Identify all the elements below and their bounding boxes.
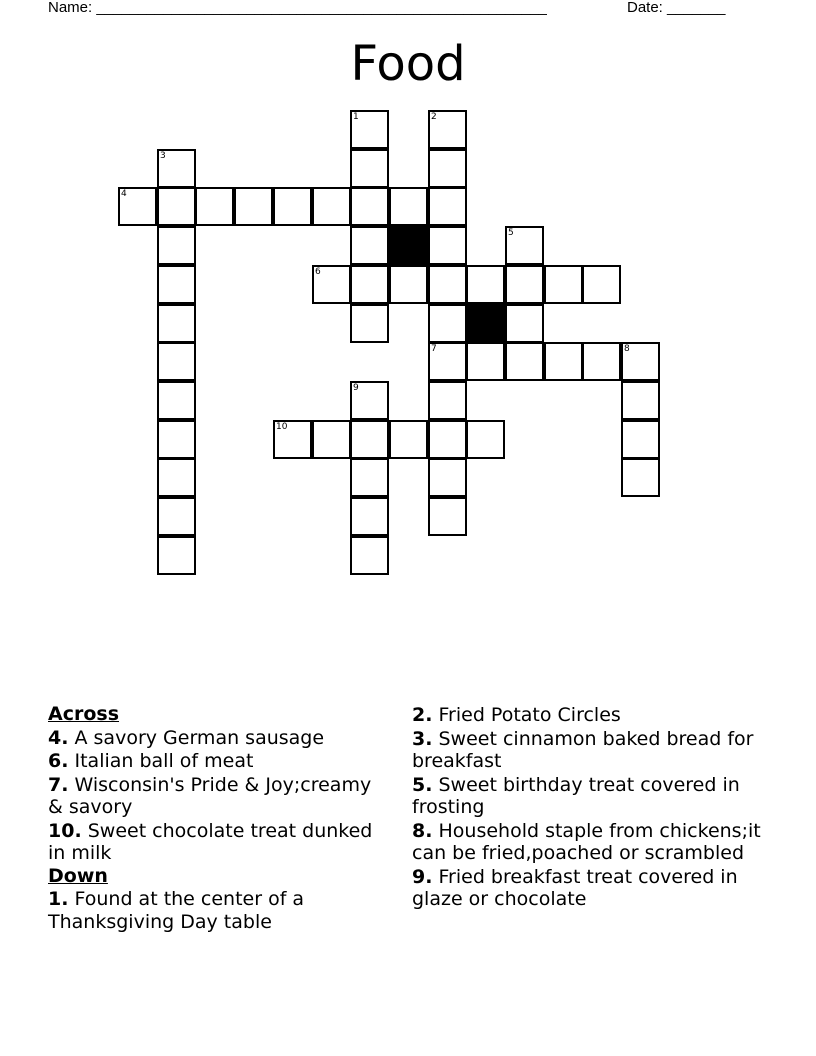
grid-cell[interactable] <box>350 149 389 188</box>
clue-number: 7 <box>431 344 437 354</box>
clue-number: 6 <box>315 267 321 277</box>
down-clue-list <box>48 888 378 933</box>
grid-cell[interactable] <box>350 458 389 497</box>
grid-cell[interactable] <box>428 497 467 536</box>
grid-cell[interactable] <box>157 149 196 188</box>
grid-cell[interactable] <box>621 381 660 420</box>
clue-number: 8 <box>624 344 630 354</box>
puzzle-title: Food <box>350 36 466 92</box>
grid-cell[interactable] <box>157 536 196 575</box>
clue-item-text: Fried Potato Circles <box>438 704 621 726</box>
clue-item-text: A savory German sausage <box>74 726 325 749</box>
clue-item-text: Wisconsin's Pride & Joy;creamy & savory <box>48 773 372 818</box>
clue-item <box>412 704 772 727</box>
grid-cell-black <box>466 304 505 343</box>
clue-item-number: 2. <box>412 704 433 726</box>
grid-cell[interactable] <box>312 420 351 459</box>
grid-cell[interactable] <box>157 342 196 381</box>
grid-cell[interactable] <box>157 420 196 459</box>
grid-cell[interactable] <box>157 458 196 497</box>
grid-cell[interactable] <box>428 304 467 343</box>
clue-item-text: Household staple from chickens;it can be fried,poached or scrambled <box>412 819 761 864</box>
grid-cell[interactable] <box>157 226 196 265</box>
clue-item-number: 1. <box>48 888 69 910</box>
grid-cell[interactable] <box>312 265 351 304</box>
grid-cell[interactable] <box>350 110 389 149</box>
grid-cell[interactable] <box>157 265 196 304</box>
clue-item <box>412 728 772 773</box>
grid-cell[interactable] <box>273 420 312 459</box>
grid-cell[interactable] <box>428 342 467 381</box>
grid-cell[interactable] <box>350 497 389 536</box>
grid-cell[interactable] <box>350 226 389 265</box>
clue-item <box>412 820 772 865</box>
grid-cell[interactable] <box>466 420 505 459</box>
clue-item-number: 6. <box>48 750 69 772</box>
grid-cell[interactable] <box>350 536 389 575</box>
grid-cell[interactable] <box>621 342 660 381</box>
clue-item-text: Sweet chocolate treat dunked in milk <box>48 819 373 864</box>
grid-cell[interactable] <box>350 420 389 459</box>
down-clue-list-continued <box>412 704 772 911</box>
grid-cell[interactable] <box>157 304 196 343</box>
grid-cell[interactable] <box>505 265 544 304</box>
clue-item-number: 3. <box>412 727 433 750</box>
clue-item <box>412 866 772 911</box>
clue-item-number: 4. <box>48 726 69 749</box>
grid-cell[interactable] <box>118 187 157 226</box>
grid-cell[interactable] <box>505 226 544 265</box>
clues-left-column <box>48 703 378 933</box>
grid-cell[interactable] <box>428 187 467 226</box>
name-field-label: Name: ______________________________________________________ <box>48 0 547 16</box>
grid-cell[interactable] <box>428 226 467 265</box>
clues-right-column <box>412 703 772 911</box>
clue-item <box>48 750 378 773</box>
clue-item-text: Italian ball of meat <box>74 750 254 772</box>
clue-item-text: Sweet birthday treat covered in frosting <box>412 773 740 818</box>
grid-cell[interactable] <box>428 110 467 149</box>
grid-cell[interactable] <box>195 187 234 226</box>
grid-cell[interactable] <box>466 342 505 381</box>
grid-cell[interactable] <box>389 265 428 304</box>
grid-cell[interactable] <box>621 420 660 459</box>
grid-cell[interactable] <box>389 420 428 459</box>
clue-item-number: 8. <box>412 819 433 842</box>
clue-item-number: 5. <box>412 773 433 796</box>
clue-item <box>48 727 378 750</box>
clue-item-number: 10. <box>48 819 82 842</box>
clue-number: 2 <box>431 112 437 122</box>
grid-cell[interactable] <box>505 342 544 381</box>
grid-cell[interactable] <box>389 187 428 226</box>
grid-cell[interactable] <box>350 187 389 226</box>
grid-cell[interactable] <box>428 458 467 497</box>
date-field-label: Date: _______ <box>627 0 726 16</box>
grid-cell[interactable] <box>157 497 196 536</box>
grid-cell[interactable] <box>505 304 544 343</box>
clue-number: 5 <box>508 228 514 238</box>
grid-cell[interactable] <box>312 187 351 226</box>
grid-cell[interactable] <box>544 265 583 304</box>
clue-number: 4 <box>121 189 127 199</box>
clue-number: 1 <box>353 112 359 122</box>
grid-cell[interactable] <box>466 265 505 304</box>
grid-cell[interactable] <box>428 420 467 459</box>
clue-item-number: 7. <box>48 773 69 796</box>
clue-item <box>48 888 378 933</box>
clue-number: 3 <box>160 151 166 161</box>
grid-cell[interactable] <box>273 187 312 226</box>
clue-item-number: 9. <box>412 865 433 888</box>
clue-item <box>412 774 772 819</box>
grid-cell[interactable] <box>350 265 389 304</box>
grid-cell[interactable] <box>544 342 583 381</box>
grid-cell[interactable] <box>157 381 196 420</box>
clue-item <box>48 820 378 865</box>
grid-cell[interactable] <box>157 187 196 226</box>
grid-cell[interactable] <box>428 265 467 304</box>
clue-item-text: Sweet cinnamon baked bread for breakfast <box>412 727 754 772</box>
grid-cell[interactable] <box>582 265 621 304</box>
clue-item-text: Fried breakfast treat covered in glaze or chocolate <box>412 865 738 910</box>
clue-item-text: Found at the center of a Thanksgiving Day table <box>48 888 305 933</box>
across-heading: Across <box>48 703 120 725</box>
grid-cell[interactable] <box>350 304 389 343</box>
grid-cell[interactable] <box>621 458 660 497</box>
grid-cell[interactable] <box>582 342 621 381</box>
grid-cell[interactable] <box>234 187 273 226</box>
grid-cell-black <box>389 226 428 265</box>
clue-number: 9 <box>353 383 359 393</box>
down-heading: Down <box>48 864 108 887</box>
across-clue-list <box>48 727 378 865</box>
grid-cell[interactable] <box>350 381 389 420</box>
clue-item <box>48 774 378 819</box>
grid-cell[interactable] <box>428 149 467 188</box>
clue-number: 10 <box>276 422 288 432</box>
grid-cell[interactable] <box>428 381 467 420</box>
